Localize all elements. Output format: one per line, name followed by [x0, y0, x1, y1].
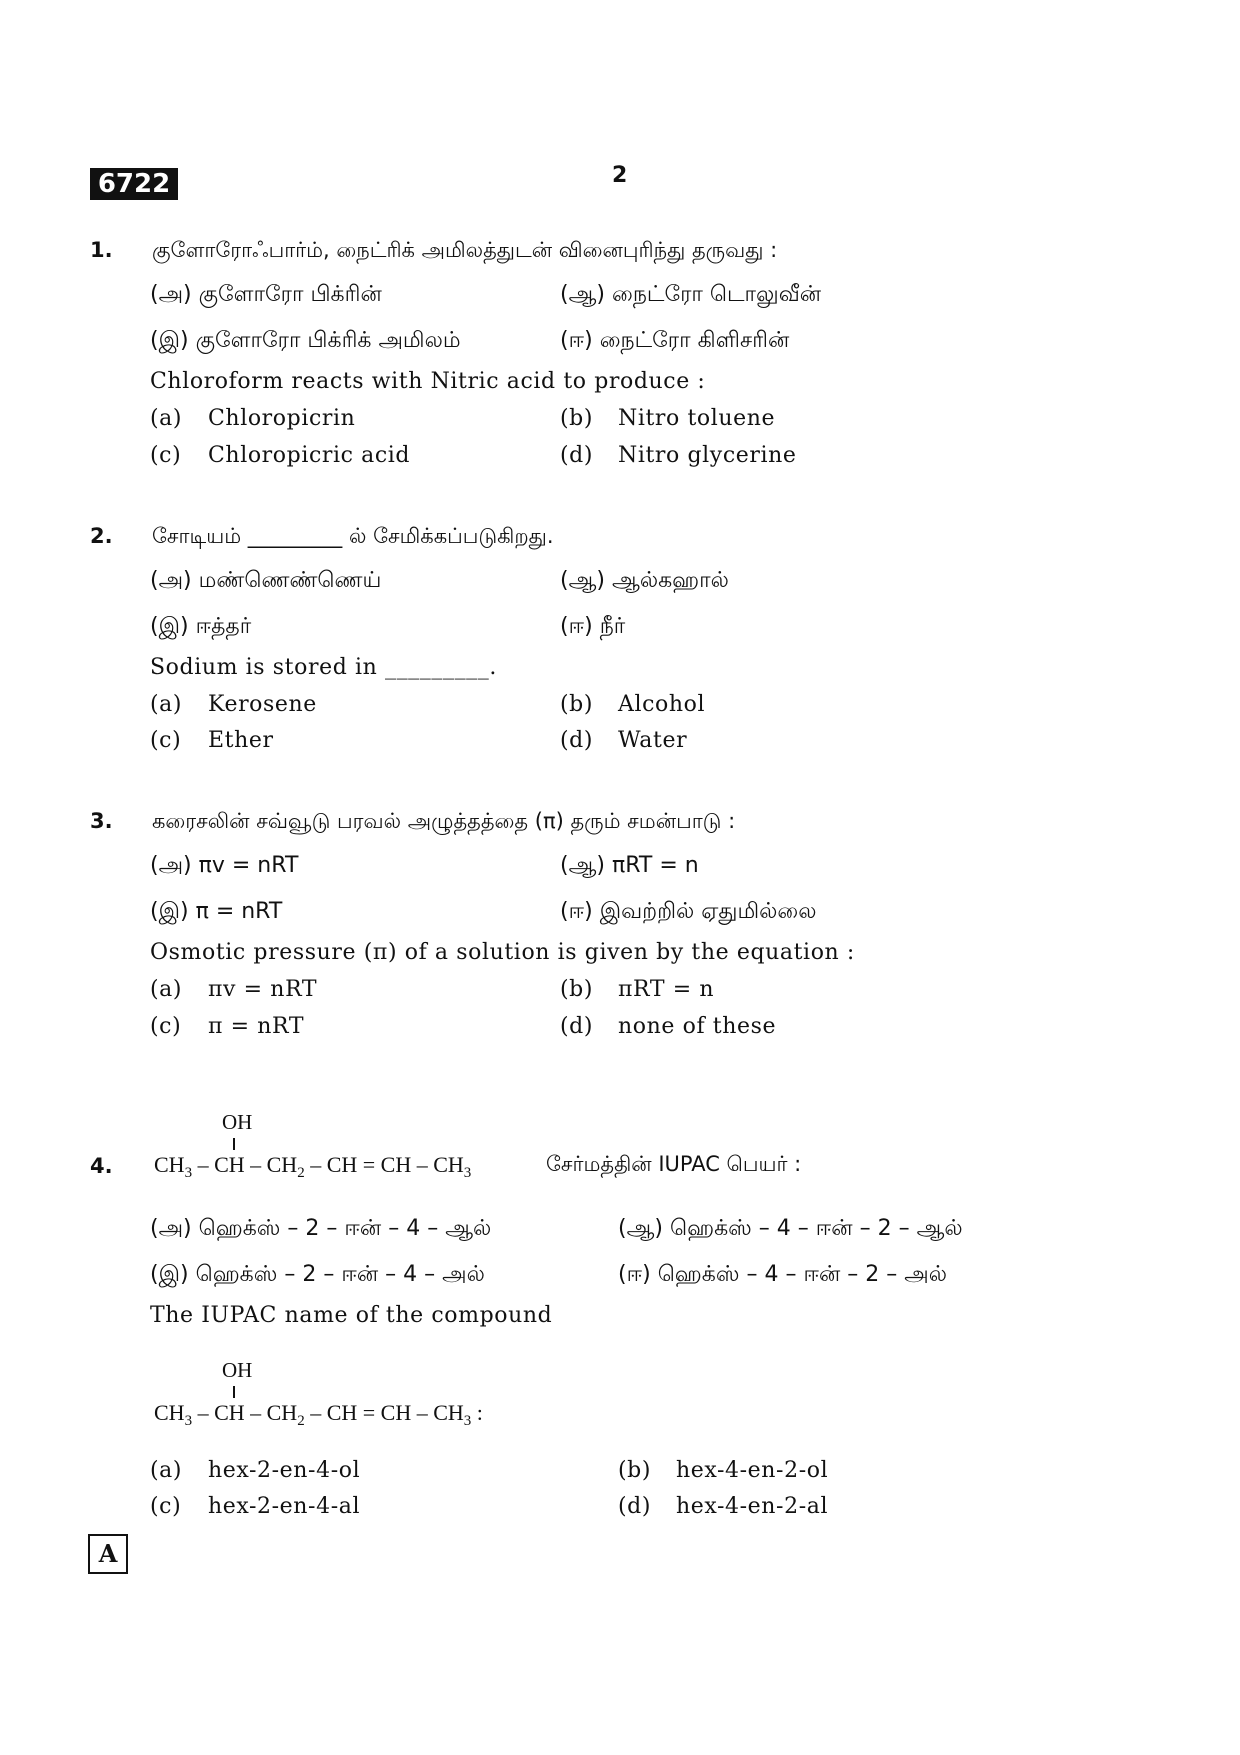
- option-label: (இ): [150, 328, 189, 353]
- option-text: Nitro glycerine: [618, 443, 797, 468]
- option-text: Alcohol: [618, 692, 706, 717]
- english-option-d: [560, 443, 797, 468]
- option-label: (ஈ): [618, 1262, 651, 1287]
- tamil-option-d: [560, 614, 625, 642]
- formula-suffix: :: [476, 1400, 483, 1425]
- english-option-b: [560, 692, 705, 717]
- hydroxyl-substituent: OH: [222, 1110, 253, 1134]
- option-text: πv = nRT: [208, 977, 318, 1002]
- page-number: 2: [612, 163, 628, 188]
- option-label: (ஈ): [560, 899, 593, 924]
- option-label: (ஆ): [618, 1216, 663, 1241]
- english-option-b: [618, 1458, 828, 1483]
- english-option-c: [150, 1494, 360, 1519]
- english-stem: The IUPAC name of the compound: [150, 1303, 553, 1328]
- paper-code: 6722: [90, 168, 178, 200]
- option-label: (c): [150, 1014, 182, 1039]
- option-label: (a): [150, 692, 183, 717]
- tamil-option-c: [150, 328, 461, 356]
- tamil-option-c: [150, 614, 251, 642]
- english-option-c: [150, 728, 274, 753]
- option-label: (c): [150, 443, 182, 468]
- tamil-stem: கரைசலின் சவ்வூடு பரவல் அழுத்தத்தை (π) தரும் சமன்பாடு :: [152, 809, 736, 833]
- option-text: ஈத்தர்: [195, 614, 252, 639]
- option-label: (ஈ): [560, 328, 593, 353]
- option-label: (a): [150, 1458, 183, 1483]
- english-option-b: [560, 977, 714, 1002]
- hydroxyl-substituent: OH: [222, 1358, 253, 1382]
- english-option-c: [150, 1014, 304, 1039]
- option-text: π = nRT: [208, 1014, 305, 1039]
- option-text: Water: [618, 728, 688, 753]
- option-label: (b): [560, 692, 594, 717]
- option-label: (b): [560, 977, 594, 1002]
- tamil-option-a: [150, 1216, 491, 1244]
- tamil-option-b: [618, 1216, 963, 1244]
- option-text: Chloropicric acid: [208, 443, 411, 468]
- english-stem: Osmotic pressure (π) of a solution is given by the equation :: [150, 940, 855, 965]
- series-box: A: [88, 1534, 128, 1574]
- option-label: (c): [150, 728, 182, 753]
- question-number: 2.: [90, 524, 113, 548]
- tamil-option-b: [560, 568, 729, 596]
- english-stem: Chloroform reacts with Nitric acid to produce :: [150, 369, 706, 394]
- option-label: (ஈ): [560, 614, 593, 639]
- question-number: 3.: [90, 809, 113, 833]
- question-number: 1.: [90, 238, 113, 262]
- option-text: πRT = n: [612, 853, 699, 878]
- option-text: hex-4-en-2-al: [676, 1494, 829, 1519]
- tamil-option-c: [150, 899, 282, 927]
- option-text: πv = nRT: [198, 853, 299, 878]
- structural-formula: $CH_3$ – CH – $CH_2$ – CH = CH – $CH_3$ :: [154, 1400, 483, 1429]
- tamil-option-a: [150, 853, 298, 881]
- option-label: (b): [618, 1458, 652, 1483]
- option-text: none of these: [618, 1014, 777, 1039]
- tamil-option-d: [560, 328, 789, 356]
- tamil-option-d: [618, 1262, 947, 1290]
- question-number: 4.: [90, 1154, 113, 1178]
- option-text: hex-4-en-2-ol: [676, 1458, 829, 1483]
- tamil-stem: சேர்மத்தின் IUPAC பெயர் :: [546, 1152, 802, 1176]
- option-label: (a): [150, 977, 183, 1002]
- option-label: (d): [560, 443, 594, 468]
- option-text: Chloropicrin: [208, 406, 356, 431]
- option-text: πRT = n: [618, 977, 715, 1002]
- tamil-option-a: [150, 282, 382, 310]
- option-label: (இ): [150, 899, 189, 924]
- english-stem: Sodium is stored in _________.: [150, 655, 497, 680]
- option-text: hex-2-en-4-ol: [208, 1458, 361, 1483]
- english-option-a: [150, 406, 355, 431]
- tamil-stem: சோடியம் _________ ல் சேமிக்கப்படுகிறது.: [152, 524, 554, 548]
- option-text: Nitro toluene: [618, 406, 776, 431]
- option-label: (a): [150, 406, 183, 431]
- option-text: ஹெக்ஸ் – 2 – ஈன் – 4 – ஆல்: [198, 1216, 492, 1241]
- option-label: (இ): [150, 614, 189, 639]
- option-text: Ether: [208, 728, 274, 753]
- english-option-a: [150, 692, 317, 717]
- english-option-d: [560, 728, 687, 753]
- option-label: (அ): [150, 282, 192, 307]
- bond-line: [233, 1386, 235, 1398]
- option-text: மண்ணெண்ணெய்: [198, 568, 382, 593]
- option-label: (அ): [150, 1216, 192, 1241]
- option-text: π = nRT: [195, 899, 283, 924]
- option-text: நைட்ரோ கிளிசரின்: [599, 328, 790, 353]
- option-label: (d): [560, 728, 594, 753]
- english-option-d: [618, 1494, 828, 1519]
- option-label: (அ): [150, 853, 192, 878]
- option-text: குளோரோ பிக்ரிக் அமிலம்: [195, 328, 461, 353]
- option-label: (அ): [150, 568, 192, 593]
- option-text: இவற்றில் ஏதுமில்லை: [599, 899, 817, 924]
- option-text: நைட்ரோ டொலுவீன்: [612, 282, 822, 307]
- option-text: ஆல்கஹால்: [612, 568, 729, 593]
- tamil-stem: குளோரோஃபார்ம், நைட்ரிக் அமிலத்துடன் வினைபுரிந்து தருவது :: [152, 238, 778, 262]
- option-text: குளோரோ பிக்ரின்: [198, 282, 382, 307]
- tamil-option-b: [560, 282, 821, 310]
- option-label: (c): [150, 1494, 182, 1519]
- option-text: ஹெக்ஸ் – 2 – ஈன் – 4 – அல்: [195, 1262, 485, 1287]
- tamil-option-c: [150, 1262, 485, 1290]
- option-label: (இ): [150, 1262, 189, 1287]
- tamil-option-d: [560, 899, 817, 927]
- option-text: நீர்: [599, 614, 626, 639]
- option-text: hex-2-en-4-al: [208, 1494, 361, 1519]
- english-option-b: [560, 406, 775, 431]
- option-label: (b): [560, 406, 594, 431]
- english-option-a: [150, 1458, 360, 1483]
- option-label: (ஆ): [560, 853, 605, 878]
- option-label: (d): [560, 1014, 594, 1039]
- option-label: (d): [618, 1494, 652, 1519]
- option-label: (ஆ): [560, 568, 605, 593]
- option-text: ஹெக்ஸ் – 4 – ஈன் – 2 – அல்: [657, 1262, 947, 1287]
- english-option-c: [150, 443, 410, 468]
- english-option-a: [150, 977, 317, 1002]
- option-label: (ஆ): [560, 282, 605, 307]
- option-text: ஹெக்ஸ் – 4 – ஈன் – 2 – ஆல்: [670, 1216, 963, 1241]
- english-option-d: [560, 1014, 776, 1039]
- tamil-option-b: [560, 853, 699, 881]
- bond-line: [233, 1138, 235, 1150]
- option-text: Kerosene: [208, 692, 317, 717]
- structural-formula: $CH_3$ – CH – $CH_2$ – CH = CH – $CH_3$: [154, 1152, 472, 1181]
- tamil-option-a: [150, 568, 381, 596]
